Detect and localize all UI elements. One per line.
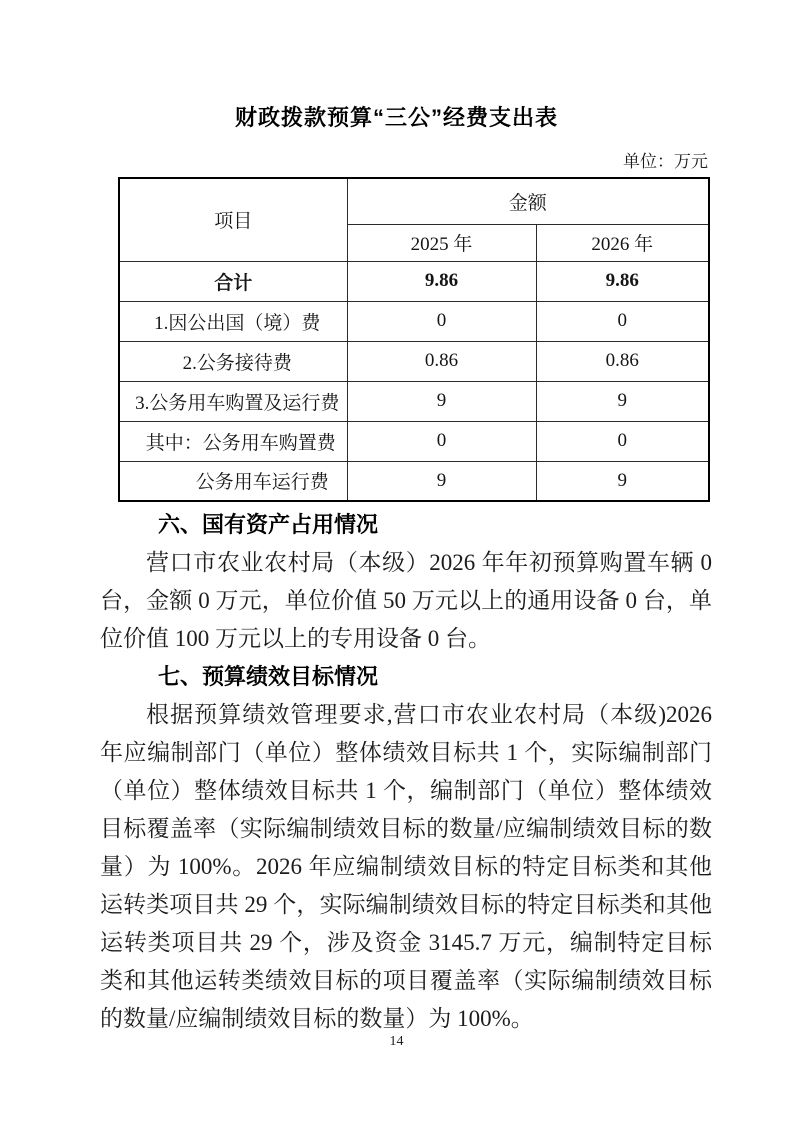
row-value-2025: 9.86	[347, 261, 536, 301]
table-row-abroad-fee	[119, 301, 709, 341]
section-paragraph-performance-targets: 根据预算绩效管理要求,营口市农业农村局（本级)2026 年应编制部门（单位）整体绩效目标共 1 个，实际编制部门（单位）整体绩效目标共 1 个，编制部门（单位）整体绩效目标覆盖率（实际编制绩效目标的数量/应编制绩效目标的数量）为 100%。2026 年应编制绩效目标的特定目标类和其他运转类项目共 29 个，实际编制绩效目标的特定目标类和其他运转类项目共 29 个，涉及资金 3145.7 万元，编制特定目标类和其他运转类绩效目标的项目覆盖率（实际编制绩效目标的数量/应编制绩效目标的数量）为 100%。	[100, 702, 712, 1031]
row-label: 其中：公务用车购置费	[119, 421, 347, 461]
row-value-2025: 0.86	[347, 341, 536, 381]
row-value-2025: 0	[347, 301, 536, 341]
unit-note: 单位：万元	[623, 152, 708, 171]
row-value-2025: 9	[347, 381, 536, 421]
row-value-2026: 0	[536, 421, 709, 461]
row-label: 公务用车运行费	[119, 461, 347, 501]
body-text	[100, 506, 712, 1038]
row-value-2026: 9.86	[536, 261, 709, 301]
row-value-2025: 0	[347, 421, 536, 461]
page-title: 财政拨款预算“三公”经费支出表	[234, 105, 558, 130]
table-row-total	[119, 261, 709, 301]
three-public-expenses-table	[118, 177, 710, 502]
row-value-2026: 0	[536, 301, 709, 341]
table-row-reception-fee	[119, 341, 709, 381]
table-row-vehicle-purchase	[119, 421, 709, 461]
header-year-2026: 2026 年	[536, 224, 709, 261]
section-paragraph-state-assets: 营口市农业农村局（本级）2026 年年初预算购置车辆 0 台，金额 0 万元，单位价值 50 万元以上的通用设备 0 台，单位价值 100 万元以上的专用设备 0 台。	[100, 550, 712, 651]
table-header-row-1	[119, 178, 709, 224]
row-value-2026: 9	[536, 461, 709, 501]
row-label: 1.因公出国（境）费	[119, 301, 347, 341]
section-heading-state-assets: 六、国有资产占用情况	[158, 512, 379, 537]
row-label: 3.公务用车购置及运行费	[119, 381, 347, 421]
table-row-vehicle-purchase-operation	[119, 381, 709, 421]
header-year-2025: 2025 年	[347, 224, 536, 261]
row-label: 合计	[119, 261, 347, 301]
row-value-2026: 9	[536, 381, 709, 421]
section-heading-performance-targets: 七、预算绩效目标情况	[158, 664, 379, 689]
table-row-vehicle-operation	[119, 461, 709, 501]
row-value-2025: 9	[347, 461, 536, 501]
page-number: 14	[389, 1034, 404, 1049]
header-amount: 金额	[347, 178, 709, 224]
row-label: 2.公务接待费	[119, 341, 347, 381]
row-value-2026: 0.86	[536, 341, 709, 381]
header-item: 项目	[119, 178, 347, 261]
